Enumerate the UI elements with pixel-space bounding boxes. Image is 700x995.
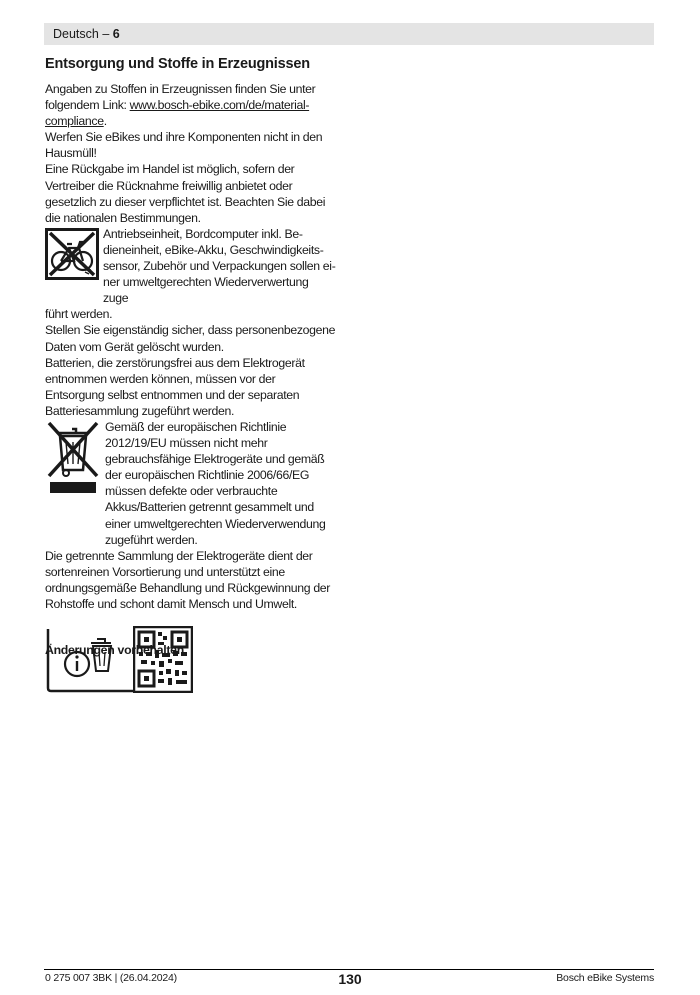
recycling-info-box — [45, 626, 193, 693]
content-column — [45, 55, 337, 693]
crossed-out-wheelie-bin-icon — [46, 420, 100, 496]
paragraph-material-info — [45, 81, 337, 129]
footer-page-number: 130 — [338, 971, 362, 987]
no-household-waste-ebike-icon — [45, 228, 99, 280]
paragraph-batteries-removal: Batterien, die zerstörungsfrei aus dem Elektrogerät entnommen werden können, müssen vor der Entsorgung selbst entnommen und der separaten Batteriesammlung zugeführt werden. — [45, 355, 305, 418]
paragraph-retail-return: Eine Rückgabe im Handel ist möglich, sofern der Vertreiber die Rücknahme freiwillig anbietet oder gesetzlich zu dieser verpflichtet ist. Beachten Sie dabei die nationalen Bestimmungen. — [45, 162, 326, 225]
header-separator: – — [102, 27, 110, 41]
paragraph-no-household-waste: Werfen Sie eBikes und ihre Komponenten nicht in den Hausmüll! — [45, 130, 323, 161]
page-header — [44, 23, 654, 45]
paragraph-components-recycling: Antriebseinheit, Bordcomputer inkl. Bedieneinheit, eBike-Akku, Geschwindigkeitssensor, Zubehör und Verpackungen sollen einer umweltgerechten Wiederverwertung zuge — [103, 226, 336, 306]
footer-document-id: 0 275 007 3BK | (26.04.2024) — [45, 972, 177, 984]
header-language: Deutsch — [53, 27, 99, 41]
paragraph-separate-collection: Die getrennte Sammlung der Elektrogeräte dient der sortenreinen Vorsortierung und unterstützt eine ordnungsgemäße Behandlung und Rückgewinnung der Rohstoffe und schont damit Mensch und Umwelt. — [45, 548, 331, 611]
paragraph-components-recycling-tail: führt werden. — [45, 307, 113, 322]
paragraph-personal-data: Stellen Sie eigenständig sicher, dass personenbezogene Daten vom Gerät gelöscht wurden. — [45, 323, 336, 354]
footer-divider — [44, 969, 654, 970]
footer-brand: Bosch eBike Systems — [556, 972, 654, 984]
weee-directive-block — [45, 419, 337, 548]
ebike-disposal-block — [45, 226, 337, 306]
qr-code-icon[interactable] — [133, 626, 193, 693]
material-compliance-link[interactable]: www.bosch-ebike.com/de/material-compliance — [45, 98, 310, 129]
paragraph-text: Angaben zu Stoffen in Erzeugnissen finden Sie unter folgendem Link: — [45, 82, 316, 113]
header-section-number: 6 — [112, 27, 120, 41]
changes-reserved-notice: Änderungen vorbehalten. — [45, 643, 188, 657]
section-title: Entsorgung und Stoffe in Erzeugnissen — [45, 56, 310, 72]
paragraph-text-end: . — [103, 114, 107, 129]
paragraph-eu-directive: Gemäß der europäischen Richtlinie 2012/19/EU müssen nicht mehr gebrauchsfähige Elektrogeräte und gemäß der europäischen Richtlinie 2006/66/EG müssen defekte oder verbrauchte Akkus/Batterien getrennt gesammelt und einer umweltgerechten Wiederverwendung zugeführt werden. — [105, 419, 326, 547]
